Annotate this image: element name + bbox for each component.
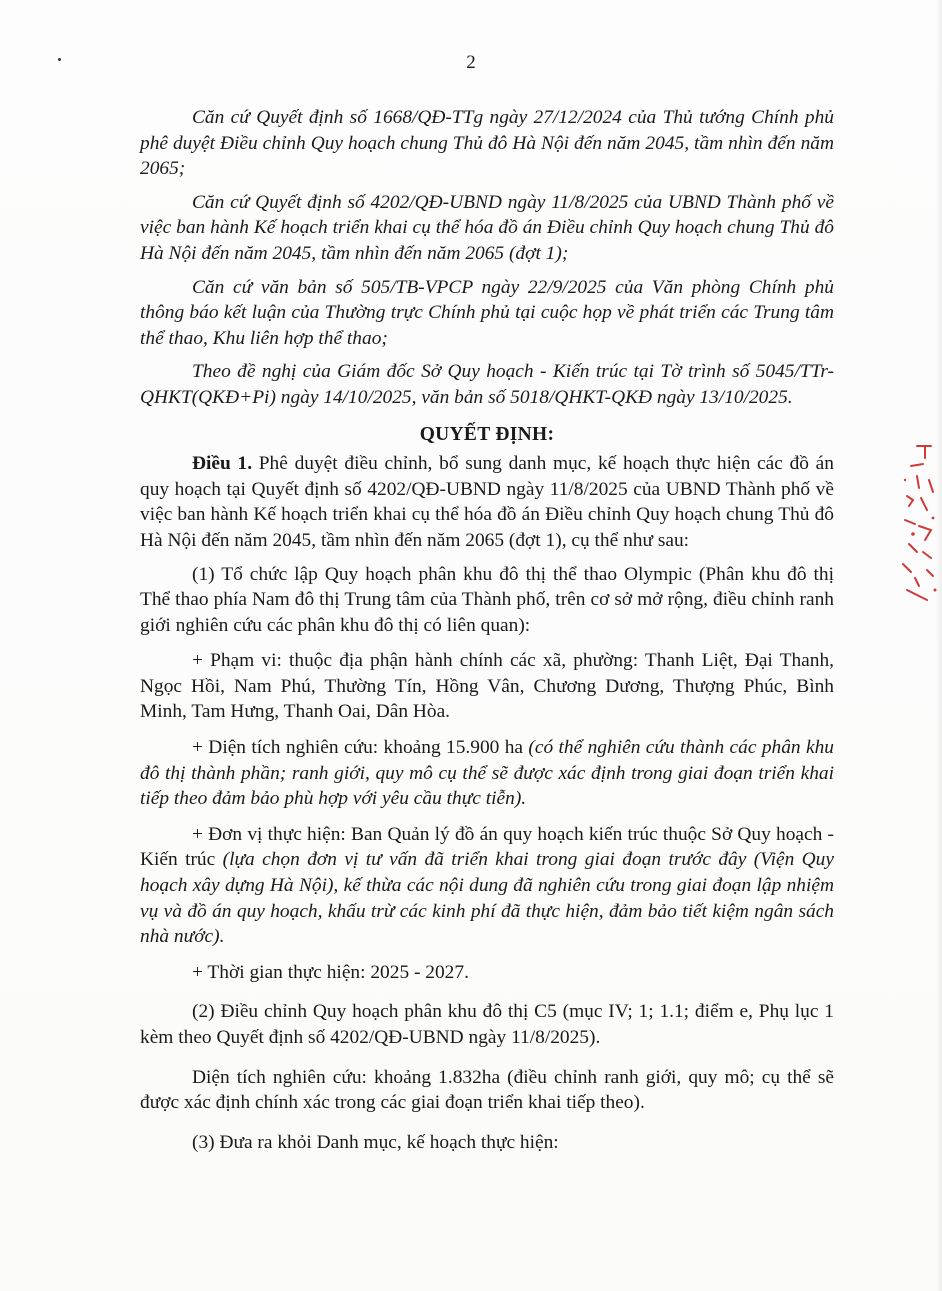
item-1-unit-note: (lựa chọn đơn vị tư vấn đã triển khai trong giai đoạn trước đây (Viện Quy hoạch xây dựng Hà Nội), kế thừa các nội dung đã nghiên cứu trong giai đoạn lập nhiệm vụ và đồ án quy hoạch, khấu trừ các kinh phí đã thực hiện, đảm bảo tiết kiệm ngân sách nhà nước).: [140, 849, 834, 948]
preamble-clause-3: Căn cứ văn bản số 505/TB-VPCP ngày 22/9/2025 của Văn phòng Chính phủ thông báo kết luận của Thường trực Chính phủ tại cuộc họp về phát triển các Trung tâm thể thao, Khu liên hợp thể thao;: [140, 276, 834, 349]
preamble-clause-2: Căn cứ Quyết định số 4202/QĐ-UBND ngày 11/8/2025 của UBND Thành phố về việc ban hành Kế hoạch triển khai cụ thể hóa đồ án Điều chỉnh Quy hoạch chung Thủ đô Hà Nội đến năm 2045, tầm nhìn đến năm 2065 (đợt 1);: [140, 191, 834, 264]
item-1-unit-lead: + Đơn vị thực hiện: Ban Quản lý đồ án quy hoạch kiến trúc thuộc Sở Quy hoạch - Kiến trúc: [140, 823, 834, 871]
item-1-area-note: (có thể nghiên cứu thành các phân khu đô thị thành phần; ranh giới, quy mô cụ thể sẽ được xác định trong giai đoạn triển khai tiếp theo đảm bảo phù hợp với yêu cầu thực tiễn).: [140, 737, 835, 810]
article-1: [140, 451, 834, 553]
preamble-clause-4: Theo đề nghị của Giám đốc Sở Quy hoạch - Kiến trúc tại Tờ trình số 5045/TTr-QHKT(QKĐ+Pi) ngày 14/10/2025, văn bản số 5018/QHKT-QKĐ ngày 13/10/2025.: [140, 361, 834, 408]
page-edge-shadow: [936, 0, 942, 1291]
item-2-title: (2) Điều chỉnh Quy hoạch phân khu đô thị C5 (mục IV; 1; 1.1; điểm e, Phụ lục 1 kèm theo Quyết định số 4202/QĐ-UBND ngày 11/8/2025).: [140, 1001, 834, 1048]
decision-heading: QUYẾT ĐỊNH:: [419, 423, 555, 445]
item-1-area-lead: + Diện tích nghiên cứu: khoảng 15.900 ha: [192, 737, 529, 759]
item-1-scope: + Phạm vi: thuộc địa phận hành chính các xã, phường: Thanh Liệt, Đại Thanh, Ngọc Hồi, Nam Phú, Thường Tín, Hồng Vân, Chương Dương, Thượng Phúc, Bình Minh, Tam Hưng, Thanh Oai, Dân Hòa.: [140, 650, 834, 723]
item-1-unit: [140, 822, 834, 950]
preamble-clause-1: Căn cứ Quyết định số 1668/QĐ-TTg ngày 27/12/2024 của Thủ tướng Chính phủ phê duyệt Điều chỉnh Quy hoạch chung Thủ đô Hà Nội đến năm 2045, tầm nhìn đến năm 2065;: [140, 107, 834, 180]
item-2-area: Diện tích nghiên cứu: khoảng 1.832ha (điều chỉnh ranh giới, quy mô; cụ thể sẽ được xác định chính xác trong các giai đoạn triển khai tiếp theo).: [140, 1066, 834, 1114]
item-3-title: (3) Đưa ra khỏi Danh mục, kế hoạch thực hiện:: [192, 1131, 559, 1153]
item-1-area: [140, 735, 834, 812]
page-number: 2: [466, 52, 476, 73]
seal-stamp-edge: [897, 440, 941, 608]
article-1-label: Điều 1.: [192, 453, 253, 475]
item-1-time: + Thời gian thực hiện: 2025 - 2027.: [192, 961, 469, 983]
article-1-text: Phê duyệt điều chỉnh, bổ sung danh mục, kế hoạch thực hiện các đồ án quy hoạch tại Quyết định số 4202/QĐ-UBND ngày 11/8/2025 của UBND Thành phố về việc ban hành Kế hoạch triển khai cụ thể hóa đồ án Điều chỉnh Quy hoạch chung Thủ đô Hà Nội đến năm 2045, tầm nhìn đến năm 2065 (đợt 1), cụ thể như sau:: [140, 453, 834, 551]
document-body: [140, 105, 834, 1163]
item-1-title: (1) Tổ chức lập Quy hoạch phân khu đô thị thể thao Olympic (Phân khu đô thị Thể thao phía Nam đô thị Trung tâm của Thành phố, trên cơ sở mở rộng, điều chỉnh ranh giới nghiên cứu các phân khu đô thị có liên quan):: [140, 563, 834, 636]
